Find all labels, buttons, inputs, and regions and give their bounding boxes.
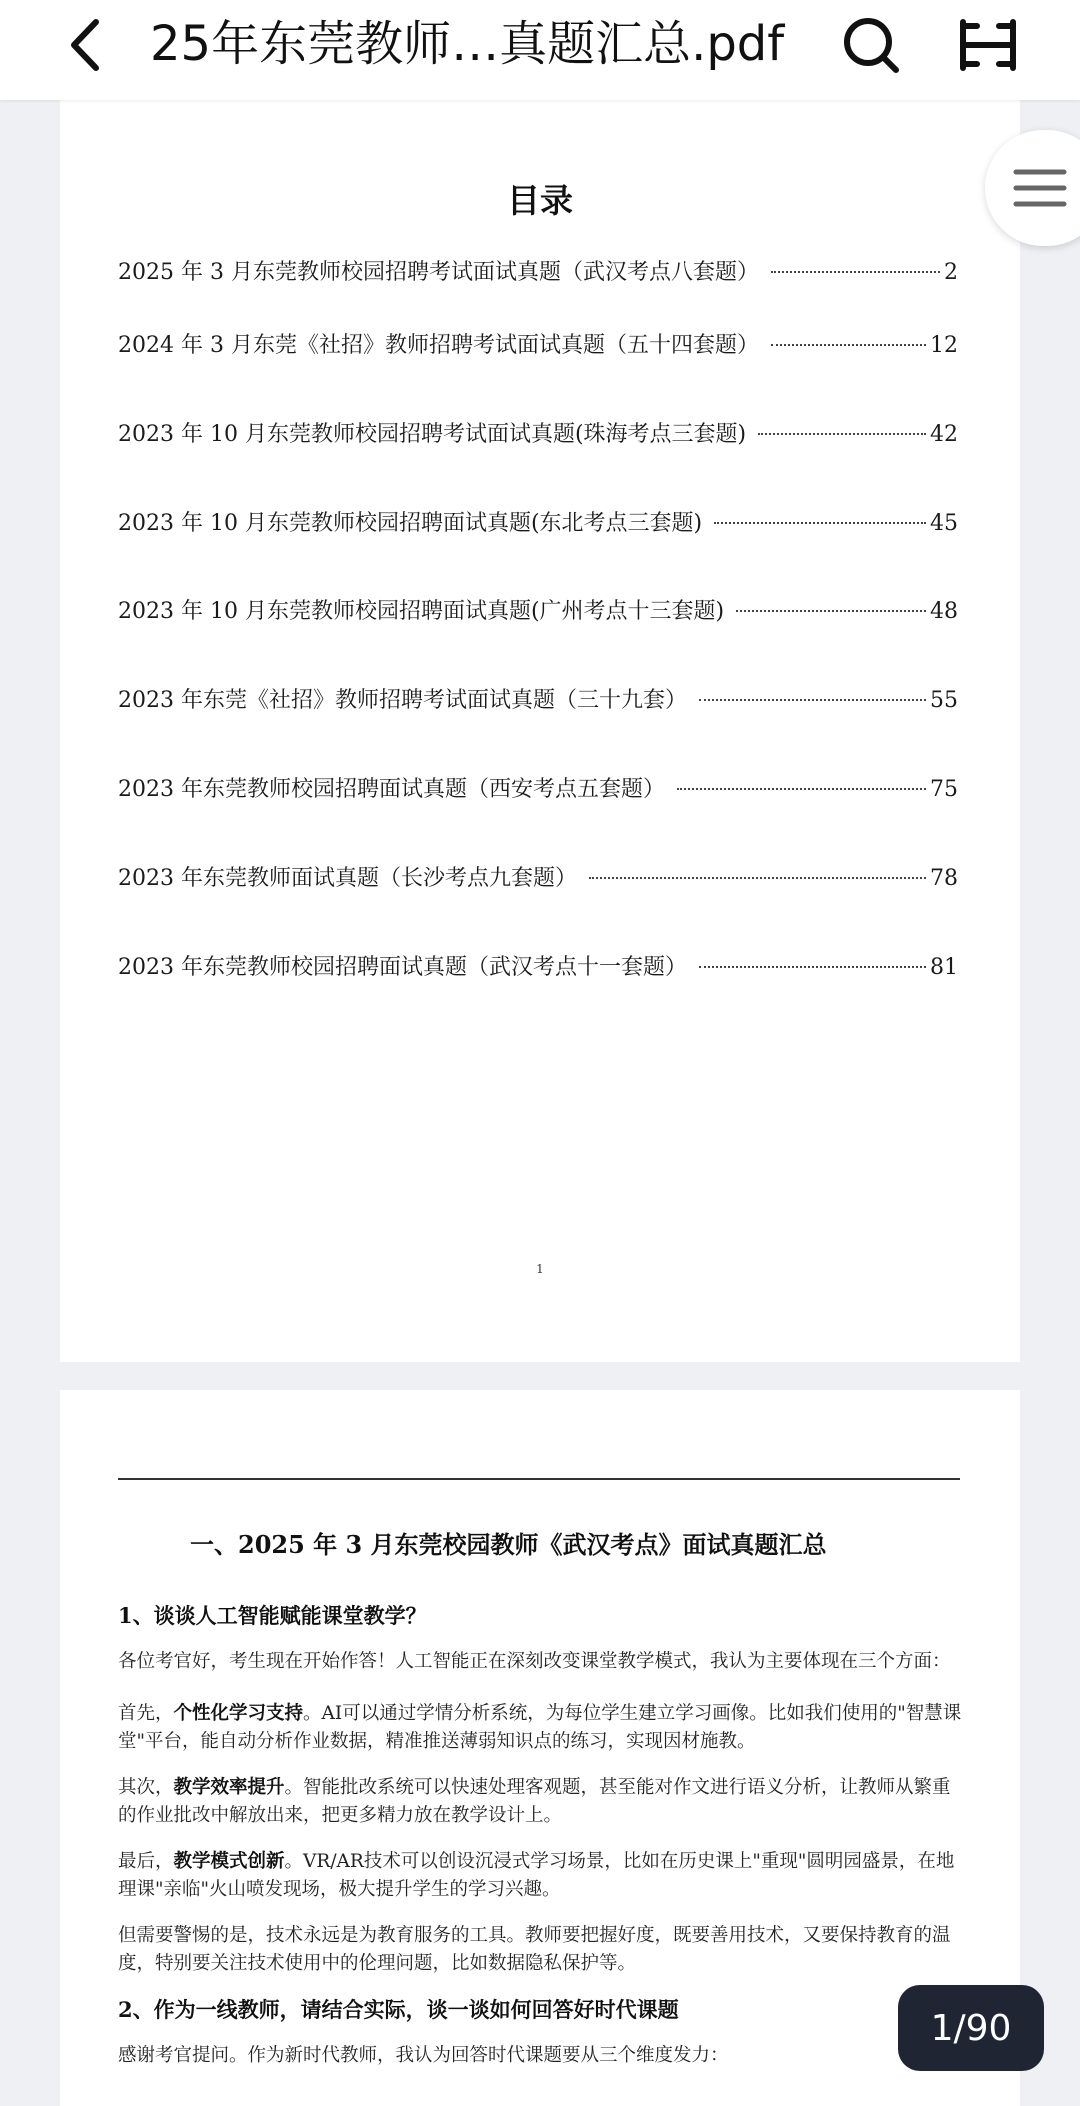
paragraph <box>118 1700 964 1756</box>
toc-entry-text: 2025 年 3 月东莞教师校园招聘考试面试真题（武汉考点八套题） <box>118 260 759 285</box>
paragraph: 但需要警惕的是，技术永远是为教育服务的工具。教师要把握好度，既要善用技术，又要保持教育的温度，特别要关注技术使用中的伦理问题，比如数据隐私保护等。 <box>118 1925 951 1974</box>
toc-entry-page: 55 <box>930 688 958 713</box>
pdf-page-1 <box>60 100 1020 1362</box>
toc-entry[interactable] <box>118 772 958 812</box>
header-rule <box>118 1478 960 1480</box>
toc-entry-text: 2023 年东莞《社招》教师招聘考试面试真题（三十九套） <box>118 688 687 713</box>
toc-entry[interactable] <box>118 683 958 723</box>
toc-leader-dots <box>714 521 926 524</box>
more-options-button[interactable] <box>955 12 1021 78</box>
paragraph-text: 。VR/AR技术可以创设沉浸式学习场景，比如在历史课上"重现"圆明园盛景，在地理课"亲临"火山喷发现场，极大提升学生的学习兴趣。 <box>118 1851 955 1900</box>
toc-entry-page: 48 <box>930 599 958 624</box>
paragraph: 各位考官好，考生现在开始作答！人工智能正在深刻改变课堂教学模式，我认为主要体现在三个方面： <box>118 1651 951 1672</box>
bold-keyword: 教学模式创新 <box>173 1851 285 1872</box>
toc-entry[interactable] <box>118 594 958 634</box>
paragraph-text: 。AI可以通过学情分析系统，为每位学生建立学习画像。比如我们使用的"智慧课堂"平台，能自动分析作业数据，精准推送薄弱知识点的练习，实现因材施教。 <box>118 1703 962 1752</box>
top-app-bar <box>0 0 1080 100</box>
bold-keyword: 教学效率提升 <box>173 1777 285 1798</box>
toc-leader-dots <box>677 787 926 790</box>
question-heading: 2、作为一线教师，请结合实际，谈一谈如何回答好时代课题 <box>118 1997 679 2022</box>
toc-leader-dots <box>589 876 926 879</box>
toc-entry[interactable] <box>118 255 958 295</box>
bold-keyword: 个性化学习支持 <box>173 1703 304 1724</box>
toc-entry[interactable] <box>118 861 958 901</box>
toc-entry-page: 42 <box>930 422 958 447</box>
back-arrow-icon <box>60 10 120 80</box>
paragraph: 感谢考官提问。作为新时代教师，我认为回答时代课题要从三个维度发力： <box>118 2045 729 2066</box>
toc-entry[interactable] <box>118 328 958 368</box>
paragraph <box>118 1774 964 1830</box>
pdf-page-2 <box>60 1390 1020 2106</box>
page-number: 1 <box>536 1262 544 1276</box>
toc-leader-dots <box>699 965 926 968</box>
toc-entry[interactable] <box>118 506 958 546</box>
paragraph <box>118 1848 964 1904</box>
toc-entry-page: 78 <box>930 866 958 891</box>
document-title: 25年东莞教师…真题汇总.pdf <box>150 16 785 72</box>
section-heading: 一、2025 年 3 月东莞校园教师《武汉考点》面试真题汇总 <box>190 1530 827 1559</box>
paragraph-text: 最后， <box>118 1851 174 1872</box>
paragraph-text: 其次， <box>118 1777 174 1798</box>
toc-entry-page: 2 <box>944 260 958 285</box>
paragraph-text: 首先， <box>118 1703 174 1724</box>
toc-entry-text: 2023 年 10 月东莞教师校园招聘面试真题(广州考点十三套题) <box>118 599 725 624</box>
toc-leader-dots <box>758 432 926 435</box>
toc-entry-text: 2023 年东莞教师面试真题（长沙考点九套题） <box>118 866 577 891</box>
toc-leader-dots <box>771 270 940 273</box>
toc-title: 目录 <box>507 181 573 220</box>
toc-entry[interactable] <box>118 417 958 457</box>
search-button[interactable] <box>838 12 904 78</box>
toc-entry-text: 2023 年东莞教师校园招聘面试真题（武汉考点十一套题） <box>118 955 687 980</box>
toc-entry-text: 2023 年 10 月东莞教师校园招聘考试面试真题(珠海考点三套题) <box>118 422 747 447</box>
menu-icon <box>1013 166 1067 210</box>
paragraph-text: 。智能批改系统可以快速处理客观题，甚至能对作文进行语义分析，让教师从繁重的作业批改中解放出来，把更多精力放在教学设计上。 <box>118 1777 951 1826</box>
back-button[interactable] <box>60 10 120 80</box>
toc-entry-text: 2023 年东莞教师校园招聘面试真题（西安考点五套题） <box>118 777 665 802</box>
search-icon <box>838 12 904 78</box>
toc-entry-page: 75 <box>930 777 958 802</box>
page-indicator[interactable]: 1/90 <box>898 1985 1044 2071</box>
toc-entry-page: 81 <box>930 955 958 980</box>
toc-leader-dots <box>771 343 926 346</box>
toc-entry-text: 2024 年 3 月东莞《社招》教师招聘考试面试真题（五十四套题） <box>118 333 759 358</box>
toc-entry-text: 2023 年 10 月东莞教师校园招聘面试真题(东北考点三套题) <box>118 511 703 536</box>
toc-leader-dots <box>699 698 926 701</box>
toc-leader-dots <box>736 609 926 612</box>
toc-entry-page: 45 <box>930 511 958 536</box>
toc-entry-page: 12 <box>930 333 958 358</box>
toc-entry[interactable] <box>118 950 958 990</box>
more-icon <box>955 12 1021 78</box>
question-heading: 1、谈谈人工智能赋能课堂教学？ <box>118 1603 427 1628</box>
